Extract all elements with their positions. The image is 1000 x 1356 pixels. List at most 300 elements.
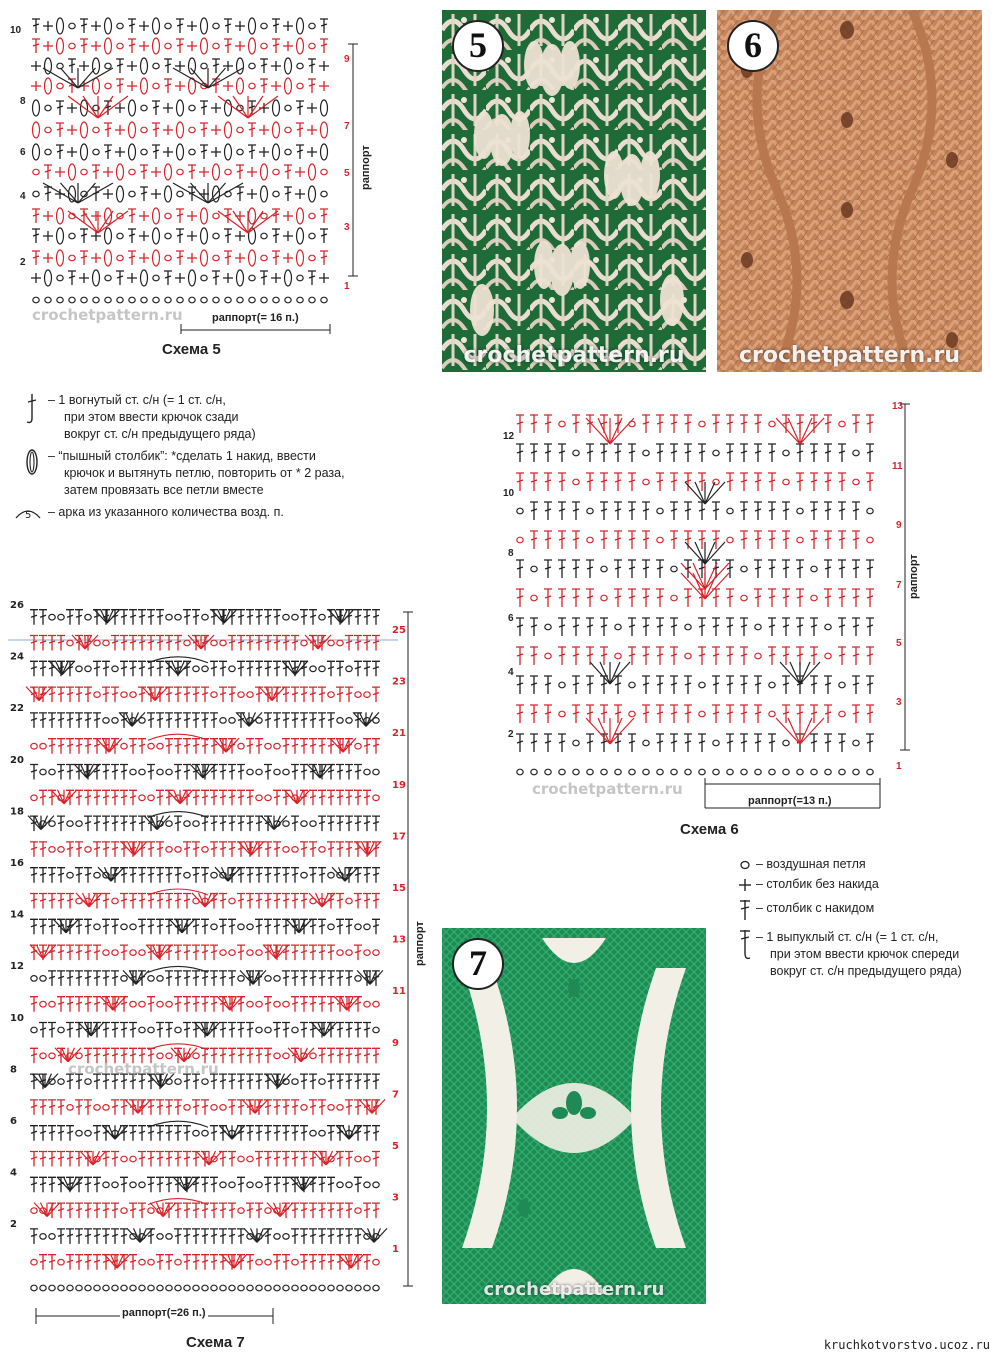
double-crochet-stitch — [327, 713, 335, 728]
chain-stitch — [85, 847, 91, 853]
double-crochet-stitch — [712, 415, 720, 433]
scheme-7-row-20: 20 — [10, 754, 24, 766]
double-crochet-stitch — [210, 1203, 218, 1218]
chain-stitch — [76, 1053, 82, 1059]
chain-stitch — [629, 711, 635, 717]
double-crochet-stitch — [165, 971, 173, 986]
double-crochet-stitch — [372, 894, 380, 909]
fan-stitch — [259, 687, 285, 701]
legend-raised-line-2: при этом ввести крючок спереди — [770, 947, 960, 961]
double-crochet-stitch — [210, 1126, 218, 1141]
chain-stitch — [531, 595, 537, 601]
double-crochet-stitch — [782, 502, 790, 520]
double-crochet-stitch — [345, 765, 353, 780]
double-crochet-stitch — [670, 415, 678, 433]
double-crochet-stitch — [156, 1126, 164, 1141]
scheme-7-row-12: 12 — [10, 961, 24, 973]
scheme-5-repeat-height-label: раппорт — [360, 145, 372, 190]
chain-stitch — [69, 297, 75, 303]
chain-stitch — [699, 769, 705, 775]
chain-stitch — [166, 821, 172, 827]
double-crochet-stitch — [57, 894, 65, 909]
double-crochet-stitch — [291, 765, 299, 780]
double-crochet-stitch — [111, 636, 119, 651]
double-crochet-stitch — [93, 842, 101, 857]
double-crochet-stitch — [210, 1177, 218, 1192]
double-crochet-stitch — [300, 945, 308, 960]
double-crochet-stitch — [246, 1126, 254, 1141]
double-crochet-stitch — [372, 1203, 380, 1218]
chain-stitch — [237, 149, 243, 155]
double-crochet-stitch — [183, 842, 191, 857]
double-crochet-stitch — [300, 842, 308, 857]
double-crochet-stitch — [670, 502, 678, 520]
chain-stitch — [265, 743, 271, 749]
double-crochet-stitch — [84, 971, 92, 986]
double-crochet-stitch — [345, 1100, 353, 1115]
single-crochet-stitch — [211, 125, 221, 135]
double-crochet-stitch — [57, 765, 65, 780]
fan-stitch — [586, 718, 634, 744]
double-crochet-stitch — [201, 868, 209, 883]
chain-stitch — [121, 1156, 127, 1162]
double-crochet-stitch — [39, 1177, 47, 1192]
double-crochet-stitch — [642, 502, 650, 520]
single-crochet-stitch — [307, 125, 317, 135]
chain-stitch — [57, 275, 63, 281]
single-crochet-stitch — [295, 167, 305, 177]
double-crochet-stitch — [129, 739, 137, 754]
chain-stitch — [177, 297, 183, 303]
chain-stitch — [328, 692, 334, 698]
double-crochet-stitch — [572, 705, 580, 723]
scheme-6-caption: Схема 6 — [680, 821, 739, 838]
double-crochet-stitch — [516, 444, 524, 462]
double-crochet-stitch — [300, 1152, 308, 1167]
chain-stitch — [213, 43, 219, 49]
chain-stitch — [165, 23, 171, 29]
double-crochet-stitch — [264, 868, 272, 883]
double-crochet-stitch — [530, 502, 538, 520]
double-crochet-stitch — [318, 971, 326, 986]
chain-stitch — [328, 640, 334, 646]
single-crochet-stitch — [103, 167, 113, 177]
chain-stitch — [40, 976, 46, 982]
chain-stitch — [310, 666, 316, 672]
double-crochet-stitch — [164, 271, 172, 285]
chain-stitch — [229, 718, 235, 724]
scheme-7-row-24: 24 — [10, 651, 24, 663]
double-crochet-stitch — [327, 1255, 335, 1270]
chain-stitch — [517, 769, 523, 775]
chain-stitch — [175, 1079, 181, 1085]
double-crochet-stitch — [201, 790, 209, 805]
chain-stitch — [256, 1285, 262, 1291]
double-crochet-stitch — [712, 676, 720, 694]
single-crochet-stitch — [139, 41, 149, 51]
chain-stitch — [166, 614, 172, 620]
double-crochet-stitch — [264, 1152, 272, 1167]
double-crochet-stitch — [75, 713, 83, 728]
double-crochet-stitch — [30, 842, 38, 857]
chain-stitch — [139, 795, 145, 801]
chain-stitch — [69, 43, 75, 49]
double-crochet-stitch — [104, 145, 112, 159]
double-crochet-stitch — [363, 610, 371, 625]
double-crochet-stitch — [516, 618, 524, 636]
double-crochet-stitch — [120, 636, 128, 651]
double-crochet-stitch — [152, 145, 160, 159]
single-crochet-stitch — [259, 125, 269, 135]
double-crochet-stitch — [782, 618, 790, 636]
chain-stitch — [148, 1285, 154, 1291]
puff-stitch — [153, 250, 160, 266]
double-crochet-stitch — [93, 1203, 101, 1218]
double-crochet-stitch — [39, 894, 47, 909]
double-crochet-stitch — [838, 473, 846, 491]
double-crochet-stitch — [255, 636, 263, 651]
single-crochet-stitch — [91, 211, 101, 221]
double-crochet-stitch — [228, 1048, 236, 1063]
chain-stitch — [839, 421, 845, 427]
double-crochet-stitch — [75, 971, 83, 986]
chain-stitch — [148, 976, 154, 982]
puff-stitch — [321, 144, 328, 160]
double-crochet-stitch — [866, 473, 874, 491]
double-crochet-stitch — [754, 531, 762, 549]
double-crochet-stitch — [129, 1203, 137, 1218]
single-crochet-stitch — [271, 273, 281, 283]
chain-stitch — [364, 1182, 370, 1188]
double-crochet-stitch — [318, 868, 326, 883]
double-crochet-stitch — [201, 945, 209, 960]
double-crochet-stitch — [138, 610, 146, 625]
single-crochet-stitch — [43, 211, 53, 221]
double-crochet-stitch — [219, 790, 227, 805]
double-crochet-stitch — [192, 739, 200, 754]
scheme-7-repeat-width-label: раппорт(=26 п.) — [122, 1307, 206, 1319]
chain-stitch — [713, 740, 719, 746]
double-crochet-stitch — [309, 713, 317, 728]
chain-stitch — [238, 692, 244, 698]
chain-stitch — [40, 743, 46, 749]
double-crochet-stitch — [363, 816, 371, 831]
single-crochet-stitch — [283, 211, 293, 221]
chain-stitch — [853, 450, 859, 456]
double-crochet-stitch — [273, 1255, 281, 1270]
chain-stitch — [297, 83, 303, 89]
double-crochet-stitch — [291, 1152, 299, 1167]
double-crochet-stitch — [210, 1255, 218, 1270]
single-crochet-stitch — [211, 147, 221, 157]
puff-stitch — [33, 100, 40, 116]
double-crochet-stitch — [219, 919, 227, 934]
double-crochet-stitch — [44, 187, 52, 201]
double-crochet-stitch — [219, 1074, 227, 1089]
double-crochet-stitch — [236, 187, 244, 201]
double-crochet-stitch — [852, 415, 860, 433]
double-crochet-stitch — [212, 59, 220, 73]
chain-stitch — [601, 769, 607, 775]
chain-stitch — [76, 666, 82, 672]
single-crochet-stitch — [115, 125, 125, 135]
double-crochet-stitch — [66, 1203, 74, 1218]
double-crochet-stitch — [300, 610, 308, 625]
scheme-7-row-23: 23 — [392, 676, 406, 688]
double-crochet-stitch — [628, 531, 636, 549]
chain-stitch — [58, 1259, 64, 1265]
chain-stitch — [202, 847, 208, 853]
chain-stitch — [657, 537, 663, 543]
double-crochet-stitch — [282, 636, 290, 651]
double-crochet-stitch — [363, 1126, 371, 1141]
chain-stitch — [297, 297, 303, 303]
double-crochet-stitch — [282, 1023, 290, 1038]
double-crochet-stitch — [318, 687, 326, 702]
double-crochet-stitch — [740, 444, 748, 462]
chain-stitch — [139, 1285, 145, 1291]
chain-stitch — [57, 83, 63, 89]
double-crochet-stitch — [586, 705, 594, 723]
double-crochet-stitch — [614, 415, 622, 433]
single-crochet-stitch — [151, 167, 161, 177]
double-crochet-stitch — [354, 636, 362, 651]
double-crochet-stitch — [354, 945, 362, 960]
double-crochet-stitch — [201, 1203, 209, 1218]
double-crochet-stitch — [656, 415, 664, 433]
double-crochet-stitch — [66, 894, 74, 909]
chain-stitch — [49, 847, 55, 853]
double-crochet-stitch — [586, 618, 594, 636]
double-crochet-stitch — [354, 1177, 362, 1192]
double-crochet-stitch — [372, 1126, 380, 1141]
double-crochet-stitch — [544, 705, 552, 723]
puff-stitch — [201, 38, 208, 54]
chain-stitch — [713, 450, 719, 456]
double-crochet-stitch — [48, 1023, 56, 1038]
chain-stitch — [265, 795, 271, 801]
double-crochet-stitch — [264, 610, 272, 625]
double-crochet-stitch — [300, 1255, 308, 1270]
fan-stitch — [51, 790, 77, 804]
double-crochet-stitch — [300, 997, 308, 1012]
double-crochet-stitch — [372, 610, 380, 625]
fan-stitch — [196, 1151, 222, 1165]
chain-stitch — [657, 769, 663, 775]
double-crochet-stitch — [866, 589, 874, 607]
double-crochet-stitch — [530, 473, 538, 491]
double-crochet-stitch — [138, 816, 146, 831]
legend-dc-line-1: – столбик с накидом — [756, 901, 875, 915]
chain-stitch — [297, 63, 303, 69]
double-crochet-stitch — [57, 1100, 65, 1115]
double-crochet-stitch — [345, 1074, 353, 1089]
chain-stitch — [256, 1001, 262, 1007]
chain-stitch — [238, 924, 244, 930]
double-crochet-stitch — [273, 868, 281, 883]
double-crochet-stitch — [838, 589, 846, 607]
double-crochet-stitch — [354, 894, 362, 909]
double-crochet-stitch — [156, 1255, 164, 1270]
double-crochet-stitch — [768, 647, 776, 665]
double-crochet-stitch — [327, 816, 335, 831]
double-crochet-stitch — [102, 1023, 110, 1038]
double-crochet-stitch — [530, 705, 538, 723]
double-crochet-stitch — [726, 734, 734, 752]
puff-stitch — [153, 18, 160, 34]
chain-stitch — [517, 508, 523, 514]
double-crochet-stitch — [32, 39, 40, 53]
chain-stitch — [283, 847, 289, 853]
puff-stitch — [201, 18, 208, 34]
scheme-5-repeat-width-label: раппорт(= 16 п.) — [212, 312, 299, 324]
single-crochet-stitch — [43, 41, 53, 51]
double-crochet-stitch — [327, 1177, 335, 1192]
double-crochet-stitch — [39, 790, 47, 805]
chain-stitch — [175, 1027, 181, 1033]
chain-stitch — [184, 1285, 190, 1291]
puff-stitch — [201, 250, 208, 266]
double-crochet-stitch — [80, 39, 88, 53]
double-crochet-stitch — [740, 473, 748, 491]
double-crochet-stitch — [336, 1203, 344, 1218]
single-crochet-stitch — [127, 81, 137, 91]
chain-stitch — [103, 1105, 109, 1111]
chain-stitch — [220, 640, 226, 646]
chain-stitch — [355, 1208, 361, 1214]
puff-stitch — [57, 208, 64, 224]
puff-stitch — [189, 58, 196, 74]
chain-stitch — [94, 640, 100, 646]
double-crochet-stitch — [824, 705, 832, 723]
chain-stitch — [33, 169, 39, 175]
chain-stitch — [112, 898, 118, 904]
double-crochet-stitch — [327, 661, 335, 676]
chain-stitch — [175, 1285, 181, 1291]
puff-stitch — [213, 164, 220, 180]
legend-concave-line-3: вокруг ст. с/н предыдущего ряда) — [64, 427, 256, 441]
chain-stitch — [175, 847, 181, 853]
scheme-5-row-10: 10 — [10, 25, 22, 36]
legend-raised-line-3: вокруг ст. с/н предыдущего ряда) — [770, 964, 962, 978]
double-crochet-stitch — [140, 165, 148, 179]
puff-stitch — [153, 228, 160, 244]
double-crochet-stitch — [656, 589, 664, 607]
double-crochet-stitch — [210, 1229, 218, 1244]
double-crochet-stitch — [84, 945, 92, 960]
double-crochet-stitch — [318, 1100, 326, 1115]
chain-stitch — [285, 297, 291, 303]
double-crochet-stitch — [219, 1048, 227, 1063]
chain-stitch — [769, 421, 775, 427]
double-crochet-stitch — [48, 1100, 56, 1115]
double-crochet-stitch — [39, 868, 47, 883]
double-crochet-stitch — [354, 610, 362, 625]
double-crochet-stitch — [327, 842, 335, 857]
double-crochet-stitch — [116, 59, 124, 73]
double-crochet-stitch — [210, 790, 218, 805]
double-crochet-stitch — [228, 816, 236, 831]
chain-stitch — [310, 1053, 316, 1059]
double-crochet-stitch — [183, 765, 191, 780]
fan-stitch — [242, 1099, 268, 1113]
puff-stitch — [237, 270, 244, 286]
double-crochet-stitch — [309, 868, 317, 883]
double-crochet-stitch — [39, 1023, 47, 1038]
double-crochet-stitch — [300, 1023, 308, 1038]
single-crochet-stitch — [151, 189, 161, 199]
puff-stitch — [261, 186, 268, 202]
double-crochet-stitch — [174, 1152, 182, 1167]
chain-stitch — [783, 479, 789, 485]
chain-stitch — [57, 63, 63, 69]
double-crochet-stitch — [586, 589, 594, 607]
double-crochet-stitch — [586, 473, 594, 491]
double-crochet-stitch — [75, 997, 83, 1012]
double-crochet-stitch — [327, 790, 335, 805]
chain-stitch — [49, 1053, 55, 1059]
double-crochet-stitch — [810, 415, 818, 433]
chain-stitch — [33, 191, 39, 197]
double-crochet-stitch — [318, 1177, 326, 1192]
chain-stitch — [67, 1285, 73, 1291]
fan-stitch — [78, 1022, 104, 1036]
chain-stitch — [211, 872, 217, 878]
double-crochet-stitch — [84, 1255, 92, 1270]
chain-stitch — [769, 769, 775, 775]
double-crochet-stitch — [57, 687, 65, 702]
double-crochet-stitch — [39, 713, 47, 728]
chain-stitch — [573, 740, 579, 746]
double-crochet-stitch — [544, 734, 552, 752]
chain-stitch — [337, 718, 343, 724]
double-crochet-stitch — [782, 531, 790, 549]
double-crochet-stitch — [39, 661, 47, 676]
chain-stitch — [121, 692, 127, 698]
double-crochet-stitch — [93, 816, 101, 831]
double-crochet-stitch — [309, 1074, 317, 1089]
double-crochet-stitch — [300, 971, 308, 986]
chain-stitch — [321, 191, 327, 197]
chain-stitch — [58, 847, 64, 853]
double-crochet-stitch — [272, 39, 280, 53]
chain-stitch — [559, 682, 565, 688]
double-crochet-stitch — [614, 502, 622, 520]
scheme-7-row-25: 25 — [392, 625, 406, 636]
chain-stitch — [685, 624, 691, 630]
double-crochet-stitch — [164, 59, 172, 73]
double-crochet-stitch — [291, 1126, 299, 1141]
double-crochet-stitch — [30, 1152, 38, 1167]
double-crochet-stitch — [30, 1048, 38, 1063]
chain-stitch — [153, 83, 159, 89]
double-crochet-stitch — [147, 997, 155, 1012]
double-crochet-stitch — [138, 739, 146, 754]
double-crochet-stitch — [628, 589, 636, 607]
double-crochet-stitch — [48, 1255, 56, 1270]
double-crochet-stitch — [156, 919, 164, 934]
puff-stitch — [297, 228, 304, 244]
double-crochet-stitch — [84, 1177, 92, 1192]
double-crochet-stitch — [318, 945, 326, 960]
double-crochet-stitch — [282, 894, 290, 909]
chain-stitch — [853, 479, 859, 485]
double-crochet-stitch — [372, 1048, 380, 1063]
chain-stitch — [148, 1208, 154, 1214]
scheme-6-chart — [500, 384, 920, 814]
double-crochet-stitch — [165, 1100, 173, 1115]
puff-stitch — [225, 100, 232, 116]
